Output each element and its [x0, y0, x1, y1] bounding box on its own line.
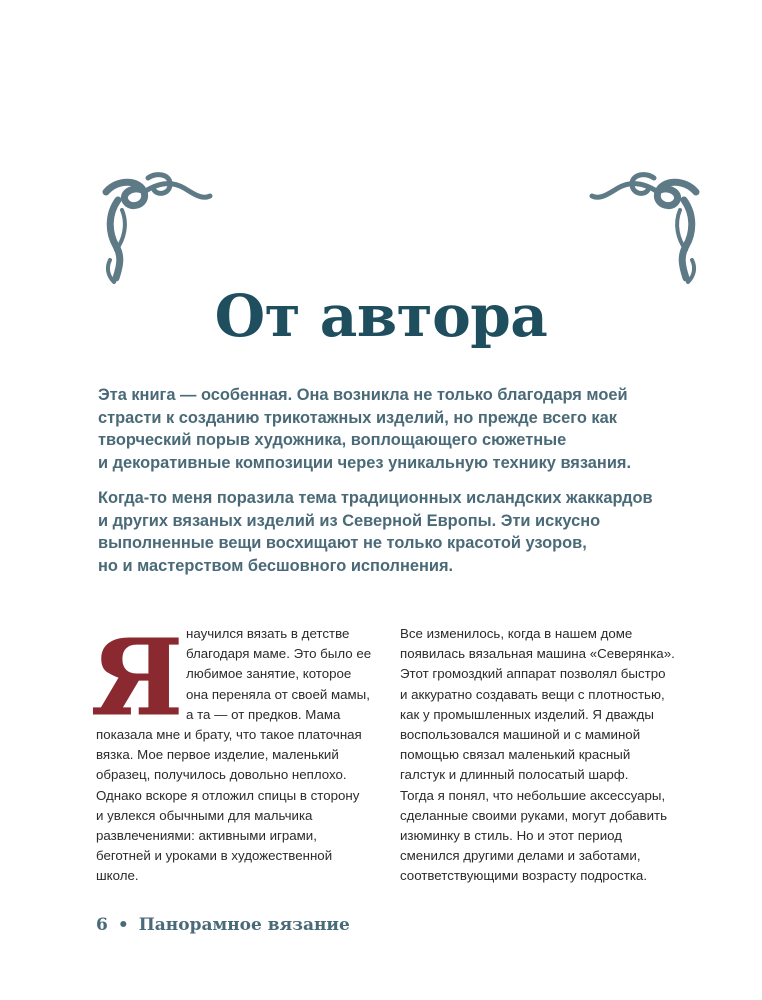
- text-line: изюминку в стиль. Но и этот период: [400, 828, 622, 844]
- running-title: Панорамное вязание: [138, 915, 350, 935]
- flourish-ornament-right-icon: [584, 170, 704, 290]
- lead-line: творческий порыв художника, воплощающего сюжетные: [98, 431, 567, 449]
- text-line: любимое занятие, которое: [186, 666, 352, 682]
- lead-line: но и мастерством бесшовного исполнения.: [98, 556, 454, 575]
- right-column-text: [400, 624, 700, 887]
- text-line: и аккуратно создавать вещи с плотностью,: [400, 686, 665, 702]
- text-line: сделанные своими руками, могут добавить: [400, 807, 668, 823]
- lead-paragraph-1: [98, 384, 698, 474]
- text-line: помощью связал маленький красный: [400, 747, 631, 763]
- text-line: развлечениями: активными играми,: [96, 828, 317, 844]
- text-line: Однако вскоре я отложил спицы в сторону: [96, 787, 360, 803]
- text-line: и увлекся обычными для мальчика: [96, 807, 313, 823]
- flourish-ornament-left-icon: [98, 170, 218, 290]
- page-title: От автора: [214, 282, 548, 350]
- footer-separator: •: [117, 915, 129, 935]
- text-line: галстук и длинный полосатый шарф.: [400, 767, 629, 783]
- text-line: научился вязать в детстве: [186, 626, 350, 641]
- text-line: вязка. Мое первое изделие, маленький: [96, 747, 339, 763]
- left-column-text: [96, 624, 386, 887]
- dropcap-glyph: Я: [91, 616, 183, 739]
- text-line: образец, получилось довольно неплохо.: [96, 767, 347, 783]
- lead-line: и других вязаных изделий из Северной Европы. Эти искусно: [98, 511, 601, 530]
- text-line: соответствующими возрасту подростка.: [400, 868, 648, 884]
- text-line: благодаря маме. Это было ее: [186, 646, 372, 662]
- text-line: как у промышленных изделий. Я дважды: [400, 706, 654, 722]
- lead-line: Когда-то меня поразила тема традиционных исландских жаккардов: [98, 489, 653, 507]
- lead-line: Эта книга — особенная. Она возникла не только благодаря моей: [98, 386, 628, 404]
- text-line: показала мне и брату, что такое платочная: [96, 727, 362, 743]
- text-line: сменился другими делами и заботами,: [400, 848, 641, 864]
- text-line: она переняла от своей мамы,: [186, 686, 370, 702]
- page-footer: [96, 915, 350, 935]
- lead-line: и декоративные композиции через уникальную технику вязания.: [98, 453, 632, 472]
- text-line: Все изменилось, когда в нашем доме: [400, 626, 633, 641]
- text-line: появилась вязальная машина «Северянка».: [400, 646, 675, 662]
- lead-line: выполненные вещи восхищают не только красотой узоров,: [98, 534, 587, 552]
- lead-line: страсти к созданию трикотажных изделий, но прежде всего как: [98, 408, 617, 427]
- page-number: 6: [96, 915, 108, 935]
- text-line: Этот громоздкий аппарат позволял быстро: [400, 666, 666, 682]
- lead-paragraph-2: [98, 487, 698, 577]
- text-line: Тогда я понял, что небольшие аксессуары,: [400, 787, 666, 803]
- text-line: школе.: [96, 868, 139, 884]
- text-line: а та — от предков. Мама: [186, 706, 341, 722]
- text-line: воспользовался машиной и с маминой: [400, 727, 641, 743]
- text-line: беготней и уроками в художественной: [96, 848, 333, 864]
